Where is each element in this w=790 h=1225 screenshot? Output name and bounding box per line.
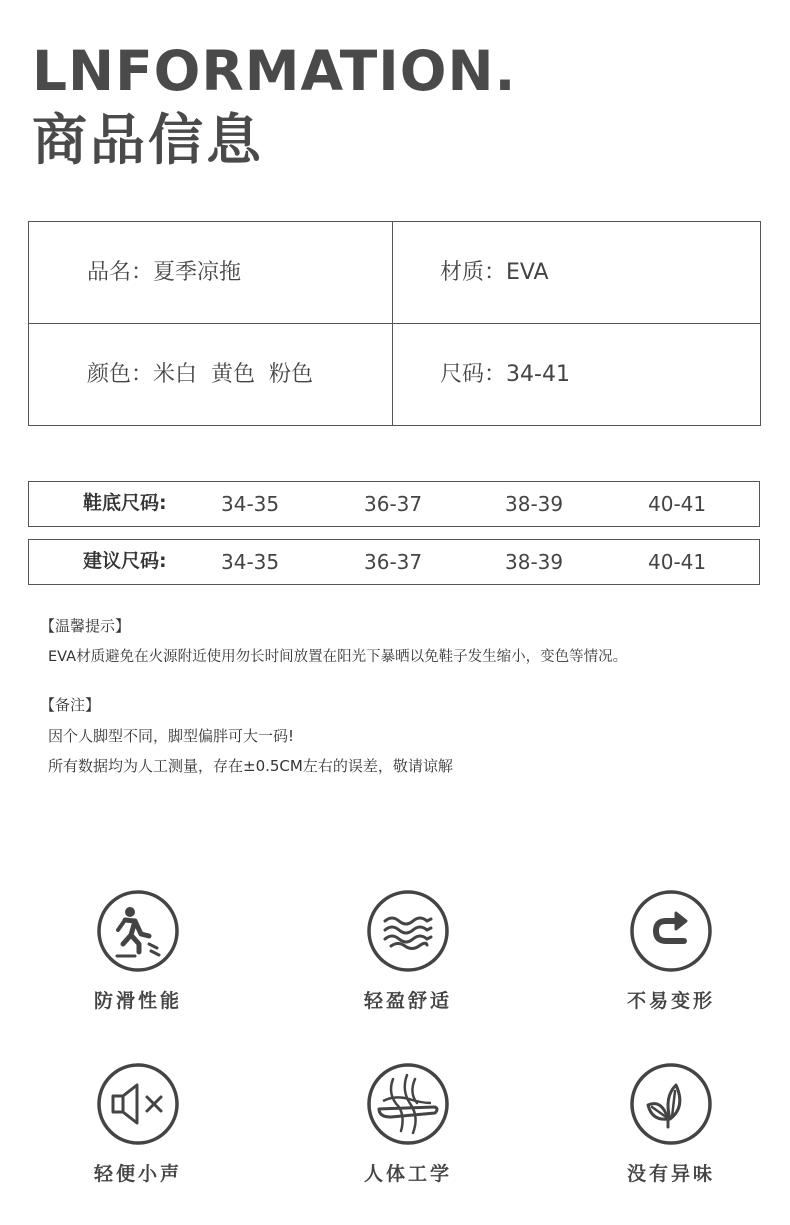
info-material-value: EVA	[506, 260, 549, 285]
sole-size-value: 40-41	[648, 492, 707, 516]
info-cell-name	[87, 262, 241, 284]
ergonomic-foot-icon	[365, 1061, 451, 1147]
info-cell-color	[87, 364, 313, 386]
leaf-icon	[628, 1061, 714, 1147]
feature-label: 轻便小声	[93, 1163, 182, 1185]
info-size-key: 尺码：	[440, 362, 507, 387]
feature-anti-slip	[63, 888, 213, 1013]
info-color-key: 颜色：	[87, 362, 154, 387]
tips-text: EVA材质避免在火源附近使用勿长时间放置在阳光下暴晒以免鞋子发生缩小，变色等情况。	[48, 649, 628, 665]
feature-lightweight	[333, 888, 483, 1013]
title-english: LNFORMATION.	[32, 39, 517, 103]
feature-label: 不易变形	[626, 990, 715, 1012]
feature-label: 人体工学	[363, 1163, 452, 1185]
mute-speaker-icon	[95, 1061, 181, 1147]
anti-slip-icon	[95, 888, 181, 974]
tips-heading: 【温馨提示】	[40, 617, 131, 635]
feature-ergonomic	[333, 1061, 483, 1186]
suggested-size-row	[28, 539, 760, 585]
feature-label: 没有异味	[626, 1163, 715, 1185]
info-size-value: 34-41	[506, 362, 570, 387]
sole-size-value: 34-35	[221, 492, 280, 516]
info-color-value: 米白 黄色 粉色	[153, 362, 313, 387]
sole-size-value: 36-37	[364, 492, 423, 516]
info-name-key: 品名：	[87, 260, 154, 285]
info-cell-material	[440, 262, 549, 284]
title-chinese: 商品信息	[32, 108, 265, 172]
suggested-size-value: 36-37	[364, 550, 423, 574]
sole-size-label: 鞋底尺码:	[83, 492, 167, 514]
info-material-key: 材质：	[440, 260, 507, 285]
feature-label: 防滑性能	[93, 990, 182, 1012]
feature-no-deform	[596, 888, 746, 1013]
redo-arrow-icon	[628, 888, 714, 974]
product-info-table	[28, 221, 761, 426]
wave-icon	[365, 888, 451, 974]
remarks-line-2: 所有数据均为人工测量，存在±0.5CM左右的误差，敬请谅解	[48, 757, 453, 775]
suggested-size-label: 建议尺码:	[83, 550, 167, 572]
sole-size-row	[28, 481, 760, 527]
table-divider-horizontal	[29, 323, 760, 324]
suggested-size-value: 34-35	[221, 550, 280, 574]
feature-no-odor	[596, 1061, 746, 1186]
sole-size-value: 38-39	[505, 492, 564, 516]
suggested-size-value: 40-41	[648, 550, 707, 574]
feature-quiet	[63, 1061, 213, 1186]
feature-label: 轻盈舒适	[363, 990, 452, 1012]
suggested-size-value: 38-39	[505, 550, 564, 574]
remarks-line-1: 因个人脚型不同，脚型偏胖可大一码!	[48, 727, 295, 745]
remarks-heading: 【备注】	[40, 696, 101, 714]
info-name-value: 夏季凉拖	[153, 260, 242, 285]
info-cell-size	[440, 364, 570, 386]
